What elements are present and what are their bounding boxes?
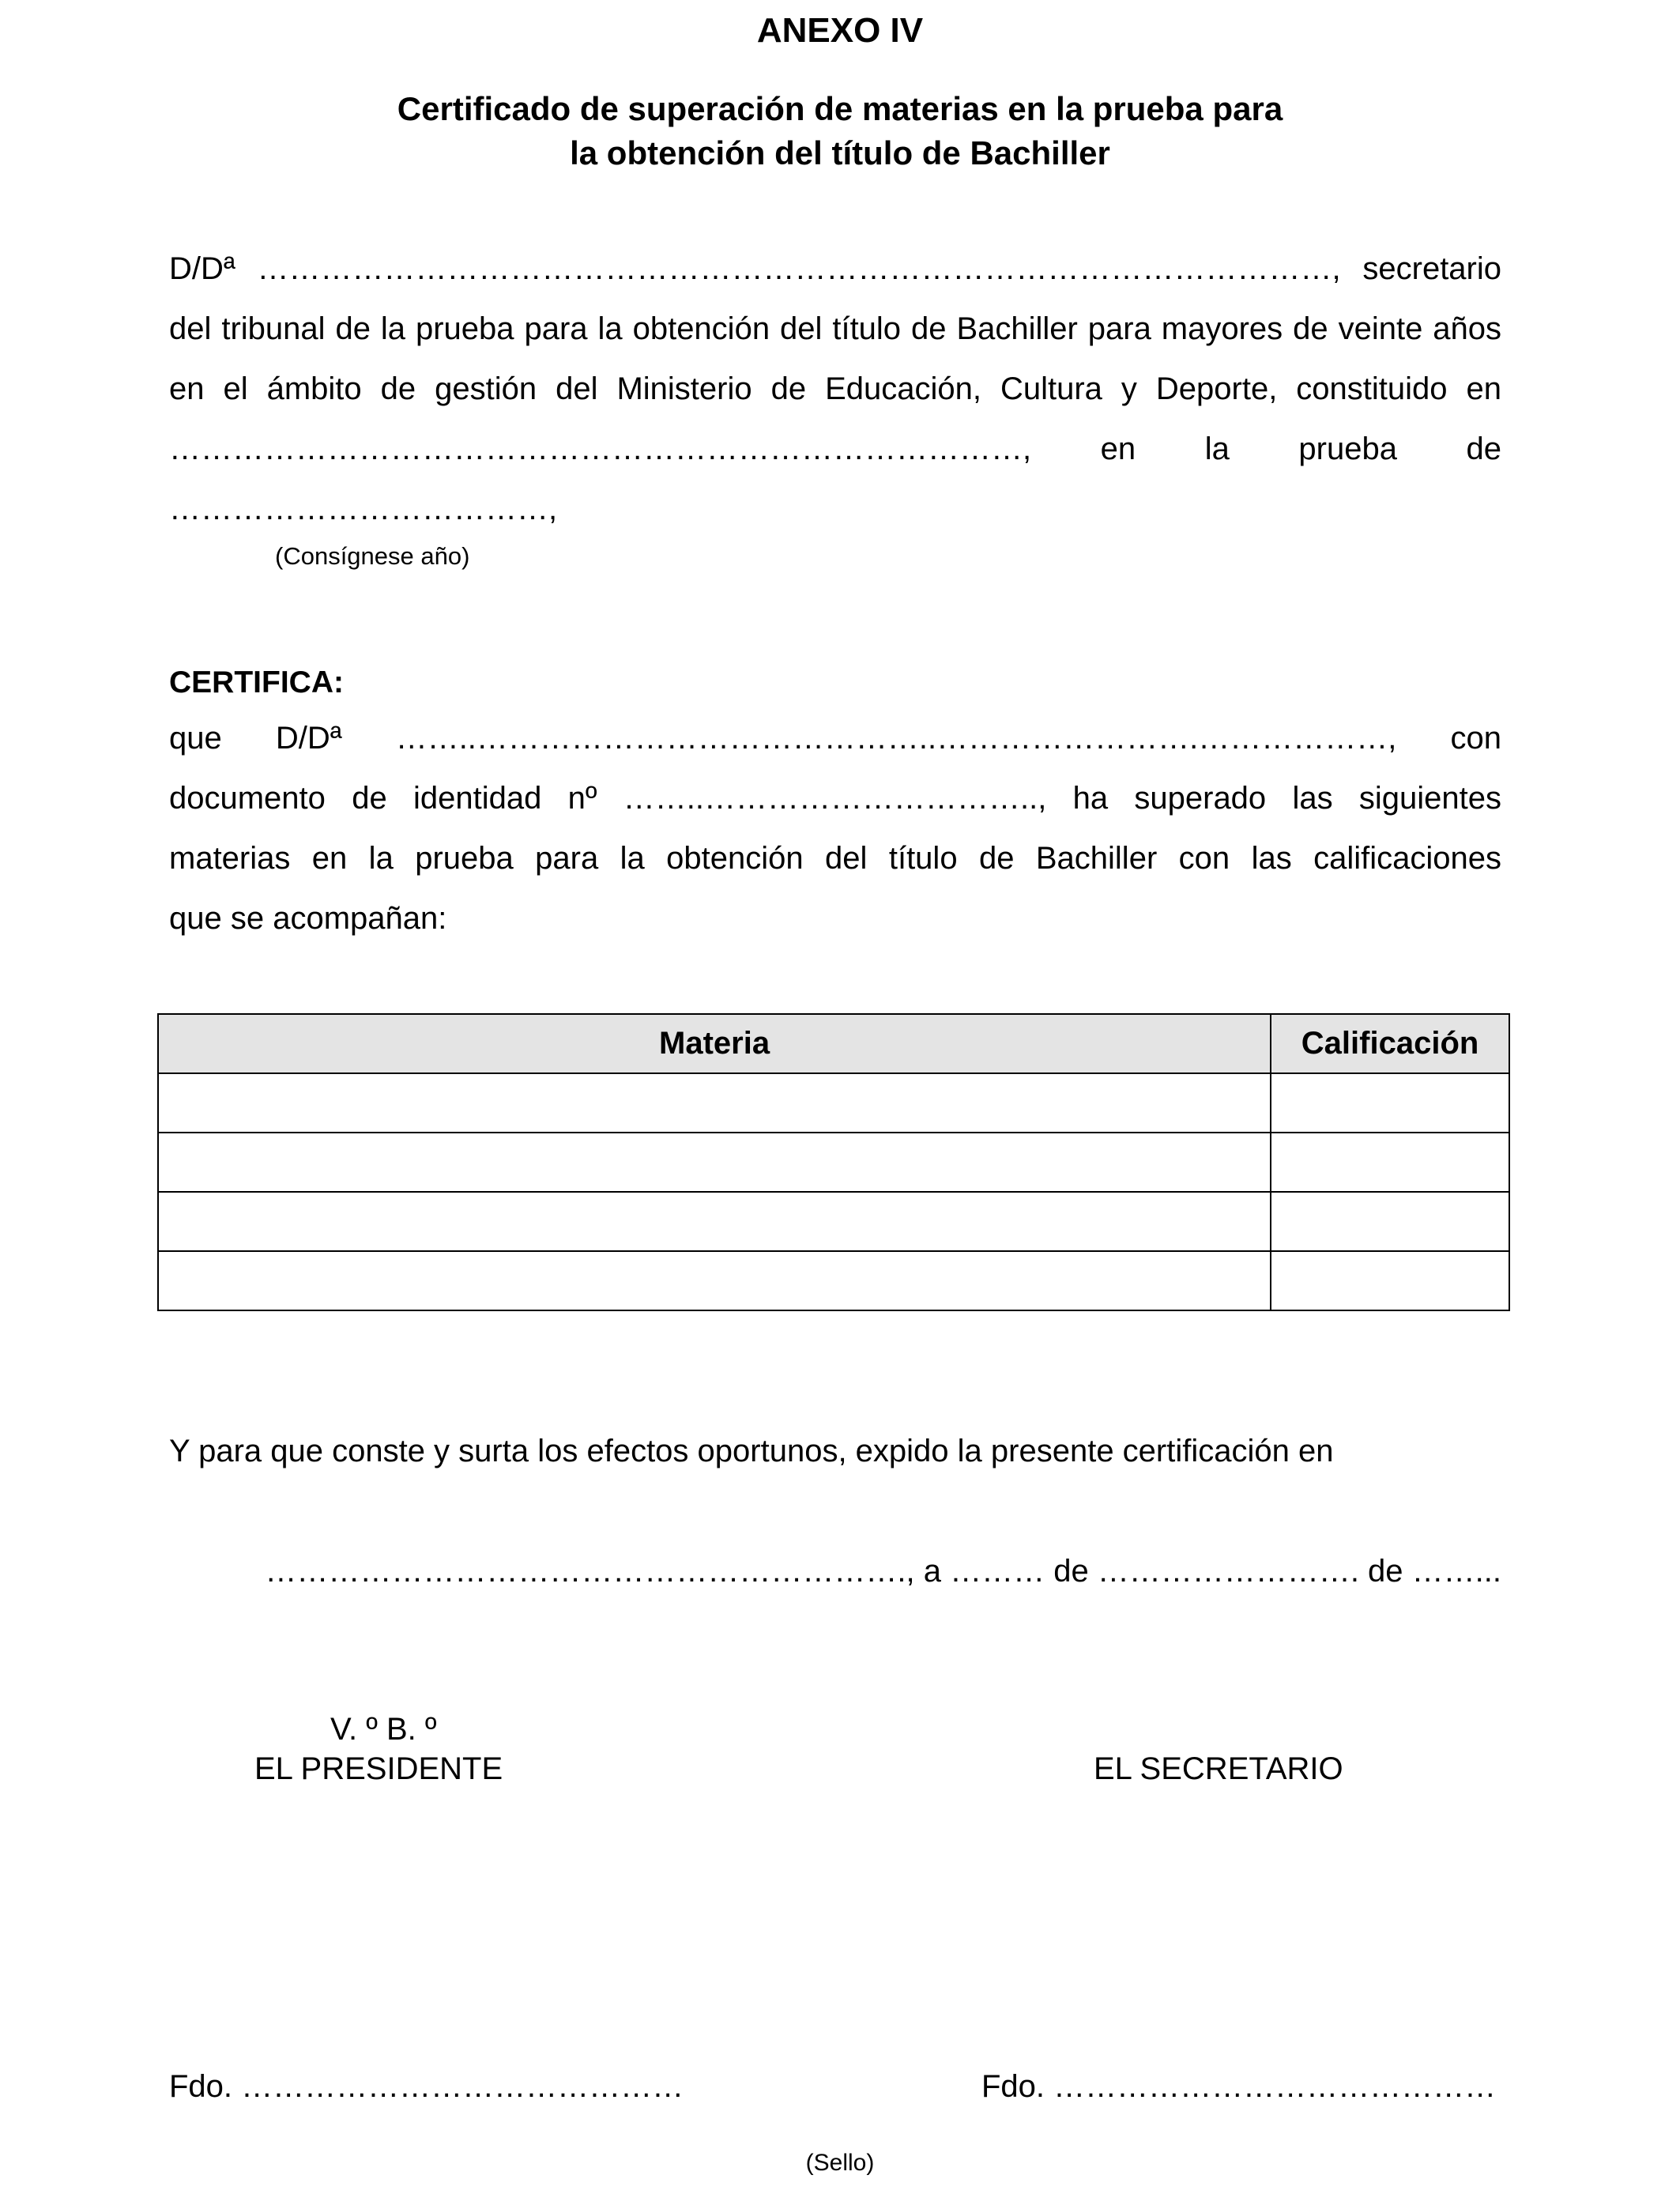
place-date-line: ……………………………………………………., a ……… de ……………………. de ……... [265,1554,1501,1589]
signature-line-secretario: Fdo. …………………………………… [981,2069,1497,2104]
secretario-label: EL SECRETARIO [1094,1751,1343,1786]
header-calificacion: Calificación [1271,1014,1509,1073]
presidente-label: EL PRESIDENTE [254,1751,503,1786]
closing-statement: Y para que conste y surta los efectos oportunos, expido la presente certificación en [169,1434,1334,1468]
materia-cell[interactable] [158,1133,1271,1192]
materia-cell[interactable] [158,1073,1271,1133]
certifica-line2: documento de identidad nº ……..………………………….., ha superado las siguientes [169,781,1501,816]
table-header-row [158,1014,1509,1073]
certificate-title [0,87,1680,175]
certifica-line3: materias en la prueba para la obtención del título de Bachiller con las calificaciones [169,841,1501,876]
calificacion-cell[interactable] [1271,1073,1509,1133]
grades-table [157,1013,1510,1311]
materia-cell[interactable] [158,1251,1271,1310]
table-row [158,1073,1509,1133]
header-materia: Materia [158,1014,1271,1073]
certificate-title-line2: la obtención del título de Bachiller [570,134,1110,172]
seal-note: (Sello) [805,2150,875,2176]
materia-cell[interactable] [158,1192,1271,1251]
annex-title: ANEXO IV [756,11,924,50]
calificacion-cell[interactable] [1271,1192,1509,1251]
calificacion-cell[interactable] [1271,1251,1509,1310]
certifica-line4: que se acompañan: [169,901,447,936]
calificacion-cell[interactable] [1271,1133,1509,1192]
table-row [158,1133,1509,1192]
intro-paragraph: D/Dª …………………………………………………………………………………………, secretario del tribunal de la prueba para la obtención del título de Bachiller para mayores de veinte años en el ámbito de gestión del Ministerio de Educación, Cultura y Deporte, constituido en ………………………………………………………………………, en la prueba de ………………………………, [169,251,1501,526]
vobo-label: V. º B. º [330,1712,437,1747]
certifica-line1: que D/Dª ……..……………………………………..…………………….………………, con [169,721,1501,756]
signature-line-presidente: Fdo. …………………………………… [169,2069,684,2104]
certificate-title-line1: Certificado de superación de materias en la prueba para [397,90,1283,127]
table-row [158,1192,1509,1251]
year-note: (Consígnese año) [275,542,470,570]
certifica-heading: CERTIFICA: [169,665,344,699]
table-row [158,1251,1509,1310]
certifica-paragraph [169,708,1501,948]
